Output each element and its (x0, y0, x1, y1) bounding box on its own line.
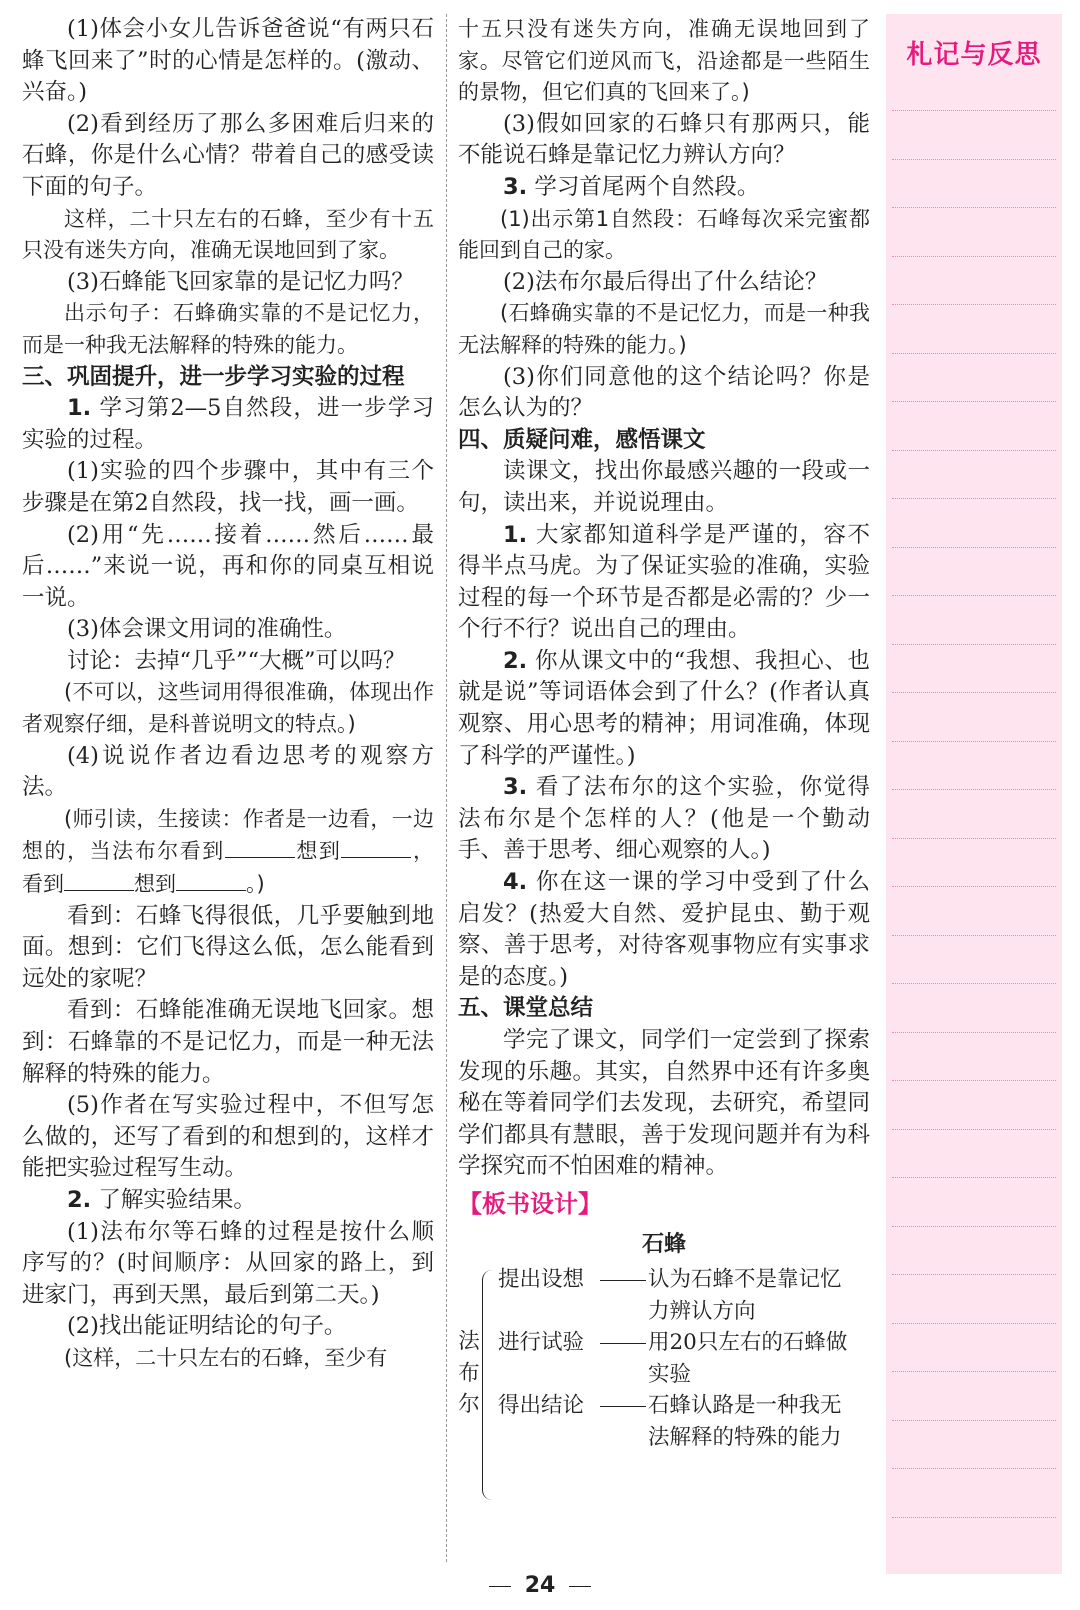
note-line (892, 450, 1056, 451)
item-number: 2. (503, 647, 528, 674)
item-number: 3. (503, 173, 528, 200)
paragraph: 3. 学习首尾两个自然段。 (503, 173, 760, 200)
note-line (892, 1517, 1056, 1518)
note-line (892, 789, 1056, 790)
paragraph: (4)说说作者边看边思考的观察方法。 (22, 742, 434, 801)
note-line (892, 1226, 1056, 1227)
paragraph: (1)实验的四个步骤中，其中有三个步骤是在第2自然段，找一找，画一画。 (22, 458, 434, 516)
sidebar-title: 札记与反思 (906, 40, 1042, 70)
left-column (22, 14, 434, 1375)
note-line (892, 547, 1056, 548)
paragraph: (石蜂确实靠的不是记忆力，而是一种我无法解释的特殊的能力。) (458, 301, 870, 357)
paragraph: (2)看到经历了那么多困难后归来的石蜂，你是什么心情？带着自己的感受读下面的句子。 (22, 110, 434, 200)
note-line (892, 644, 1056, 645)
note-line (892, 838, 1056, 839)
paragraph: 出示句子：石蜂确实靠的不是记忆力，而是一种我无法解释的特殊的能力。 (22, 301, 434, 357)
paragraph: (2)用“先……接着……然后……最后……”来说一说，再和你的同桌互相说一说。 (22, 521, 434, 611)
paragraph: (3)你们同意他的这个结论吗？你是怎么认为的？ (458, 363, 870, 422)
board-title: 石蜂 (641, 1231, 686, 1257)
note-line (892, 207, 1056, 208)
paragraph: 这样，二十只左右的石蜂，至少有十五只没有迷失方向，准确无误地回到了家。 (22, 206, 434, 263)
section-heading: 三、巩固提升，进一步学习实验的过程 (22, 363, 405, 390)
note-line (892, 1371, 1056, 1372)
paragraph: 1. 学习第2—5自然段，进一步学习实验的过程。 (22, 395, 434, 453)
note-line (892, 256, 1056, 257)
paragraph: (不可以，这些词用得很准确，体现出作者观察仔细，是科普说明文的特点。) (22, 680, 434, 737)
paragraph: 学完了课文，同学们一定尝到了探索发现的乐趣。其实，自然界中还有许多奥秘在等着同学们去发现，去研究，希望同学们都具有慧眼，善于发现问题并有为科学探究而不怕困难的精神。 (458, 1027, 870, 1180)
note-line (892, 159, 1056, 160)
paragraph: (3)石蜂能飞回家靠的是记忆力吗？ (67, 268, 414, 295)
fill-blank (341, 835, 411, 858)
note-line (892, 1032, 1056, 1033)
board-row (498, 1390, 842, 1450)
paragraph: (3)体会课文用词的准确性。 (67, 616, 347, 643)
note-line (892, 886, 1056, 887)
paragraph: (这样，二十只左右的石蜂，至少有 (64, 1345, 388, 1370)
board-side-label: 法 布 尔 (458, 1329, 480, 1418)
note-line (892, 983, 1056, 984)
note-line (892, 1274, 1056, 1275)
board-desc: 认为石蜂不是靠记忆力辨认方向 (648, 1267, 842, 1324)
board-step: 提出设想 (498, 1267, 585, 1293)
middle-column (458, 14, 870, 1514)
board-step: 进行试验 (498, 1330, 585, 1356)
board-desc: 石蜂认路是一种我无法解释的特殊的能力 (648, 1393, 842, 1450)
paragraph: 3. 看了法布尔的这个实验，你觉得法布尔是个怎样的人？(他是一个勤动手、善于思考、细心观察的人。) (458, 774, 870, 864)
paragraph: (2)法布尔最后得出了什么结论？ (503, 268, 828, 295)
notes-sidebar (886, 14, 1062, 1574)
note-line (892, 1323, 1056, 1324)
paragraph: 看到：石蜂能准确无误地飞回家。想到：石蜂靠的不是记忆力，而是一种无法解释的特殊的能力。 (22, 997, 434, 1087)
paragraph: 2. 了解实验结果。 (67, 1186, 256, 1213)
board-diagram (458, 1264, 870, 1514)
fill-blank (176, 868, 246, 891)
board-desc: 用20只左右的石蜂做实验 (648, 1330, 848, 1387)
paragraph: 2. 你从课文中的“我想、我担心、也就是说”等词语体会到了什么？(作者认真观察、用心思考的精神；用词准确，体现了科学的严谨性。) (458, 647, 870, 769)
paragraph: (3)假如回家的石蜂只有那两只，能不能说石蜂是靠记忆力辨认方向？ (458, 110, 870, 169)
fill-blank (225, 835, 295, 858)
board-row (498, 1327, 848, 1387)
paragraph: (1)出示第1自然段：石峰每次采完蜜都能回到自己的家。 (458, 206, 870, 263)
note-line (892, 692, 1056, 693)
paragraph: 讨论：去掉“几乎”“大概”可以吗？ (67, 647, 406, 674)
section-heading: 四、质疑问难，感悟课文 (458, 426, 706, 453)
paragraph: 十五只没有迷失方向，准确无误地回到了家。尽管它们逆风而飞，沿途都是一些陌生的景物，但它们真的飞回来了。) (458, 17, 870, 105)
paragraph: 读课文，找出你最感兴趣的一段或一句，读出来，并说说理由。 (458, 458, 870, 516)
page-number: 24 (0, 1573, 1080, 1598)
item-number: 2. (67, 1186, 92, 1213)
note-line (892, 498, 1056, 499)
paragraph: (2)找出能证明结论的句子。 (67, 1313, 347, 1340)
paragraph: 看到：石蜂飞得很低，几乎要触到地面。想到：它们飞得这么低，怎么能看到远处的家呢？ (22, 902, 434, 992)
column-divider (446, 14, 447, 1562)
note-line (892, 1080, 1056, 1081)
board-step: 得出结论 (498, 1393, 585, 1419)
note-line (892, 304, 1056, 305)
note-line (892, 401, 1056, 402)
paragraph: (5)作者在写实验过程中，不但写怎么做的，还写了看到的和想到的，这样才能把实验过程写生动。 (22, 1092, 434, 1182)
note-line (892, 595, 1056, 596)
item-number: 1. (67, 395, 92, 422)
paragraph: (师引读，生接读：作者是一边看，一边想的，当法布尔看到 想到 ，看到 想到 。) (22, 806, 435, 897)
paragraph: 1. 大家都知道科学是严谨的，容不得半点马虎。为了保证实验的准确，实验过程的每一个环节是否都是必需的？少一个行不行？说出自己的理由。 (458, 521, 870, 643)
brace (482, 1270, 493, 1500)
note-line (892, 741, 1056, 742)
note-line (892, 353, 1056, 354)
note-line (892, 1468, 1056, 1469)
item-number: 1. (503, 521, 528, 548)
paragraph: 4. 你在这一课的学习中受到了什么启发？(热爱大自然、爱护昆虫、勤于观察、善于思考，对待客观事物应有实事求是的态度。) (458, 869, 870, 990)
section-heading: 五、课堂总结 (458, 995, 594, 1022)
paragraph: (1)法布尔等石蜂的过程是按什么顺序写的？(时间顺序：从回家的路上，到进家门，再到天黑，最后到第二天。) (22, 1218, 434, 1308)
note-line (892, 1420, 1056, 1421)
fill-blank (64, 868, 134, 891)
item-number: 3. (503, 774, 528, 801)
note-line (892, 110, 1056, 111)
note-line (892, 1129, 1056, 1130)
item-number: 4. (503, 869, 528, 896)
board-design-header: 【板书设计】 (458, 1189, 602, 1218)
paragraph: (1)体会小女儿告诉爸爸说“有两只石蜂飞回来了”时的心情是怎样的。(激动、兴奋。) (22, 16, 434, 106)
note-line (892, 935, 1056, 936)
note-line (892, 1177, 1056, 1178)
board-row (498, 1264, 842, 1324)
